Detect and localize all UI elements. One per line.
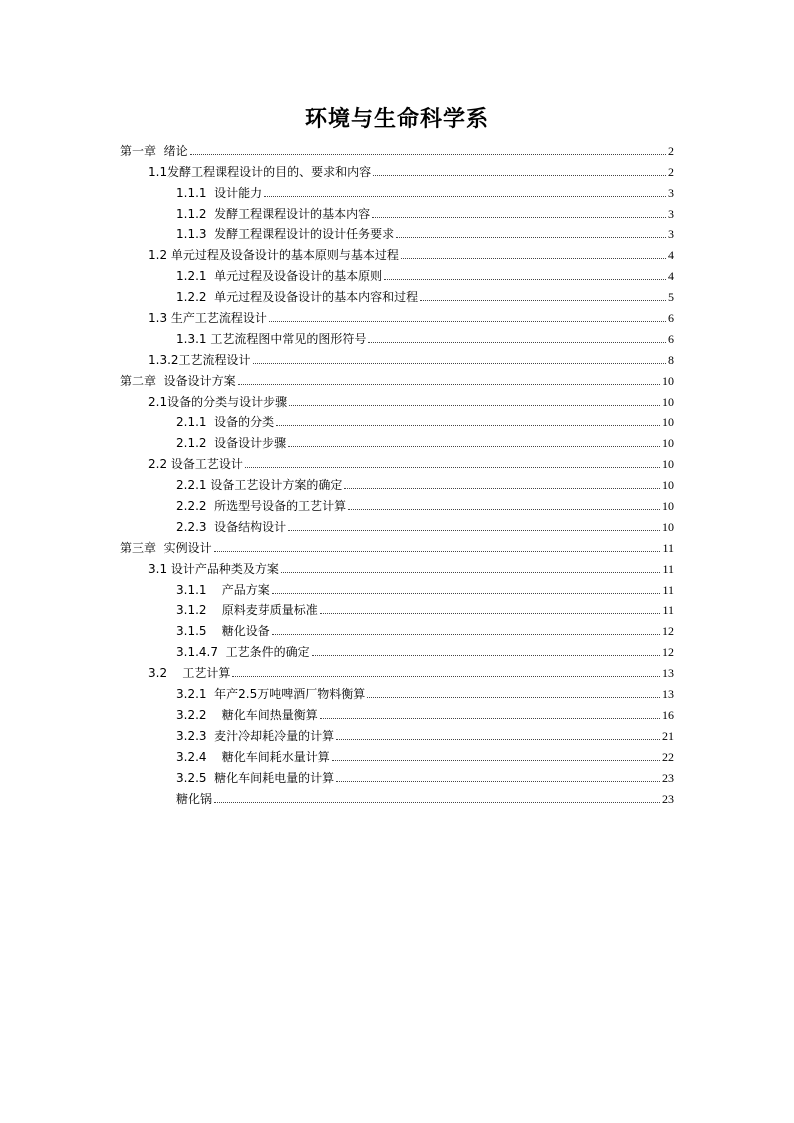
toc-dot-leader — [344, 488, 660, 489]
toc-entry[interactable] — [0, 182, 794, 203]
toc-entry-title: 2.2 设备工艺设计 — [148, 457, 243, 472]
toc-page-number: 6 — [668, 331, 674, 346]
toc-dot-leader — [372, 217, 666, 218]
toc-entry[interactable] — [0, 641, 794, 662]
toc-entry-title: 3.2.2 糖化车间热量衡算 — [176, 707, 318, 722]
toc-page-number: 12 — [662, 624, 674, 639]
toc-dot-leader — [420, 300, 666, 301]
toc-dot-leader — [272, 634, 660, 635]
toc-dot-leader — [253, 363, 666, 364]
toc-page-number: 10 — [662, 394, 674, 409]
toc-page-number: 21 — [662, 728, 674, 743]
toc-entry-title: 1.2.1 单元过程及设备设计的基本原则 — [176, 269, 383, 284]
toc-dot-leader — [264, 196, 666, 197]
toc-entry-title: 1.1.3 发酵工程课程设计的设计任务要求 — [176, 227, 395, 242]
toc-entry[interactable] — [0, 516, 794, 537]
toc-entry[interactable] — [0, 432, 794, 453]
toc-dot-leader — [332, 760, 660, 761]
toc-entry-title: 1.2.2 单元过程及设备设计的基本内容和过程 — [176, 290, 419, 305]
toc-page-number: 23 — [662, 770, 674, 785]
toc-entry-title: 第一章 绪论 — [120, 143, 188, 158]
toc-entry[interactable] — [0, 265, 794, 286]
toc-entry[interactable] — [0, 746, 794, 767]
toc-entry[interactable] — [0, 453, 794, 474]
toc-page-number: 2 — [668, 164, 674, 179]
toc-page-number: 4 — [668, 248, 674, 263]
toc-entry-title: 1.1发酵工程课程设计的目的、要求和内容 — [148, 164, 372, 179]
toc-page-number: 5 — [668, 290, 674, 305]
toc-entry-title: 2.2.3 设备结构设计 — [176, 519, 287, 534]
toc-entry-title: 1.1.1 设计能力 — [176, 185, 263, 200]
toc-entry-title: 1.3.1 工艺流程图中常见的图形符号 — [176, 331, 367, 346]
toc-entry[interactable] — [0, 558, 794, 579]
toc-entry-title: 3.1.5 糖化设备 — [176, 624, 270, 639]
toc-entry-title: 2.1.1 设备的分类 — [176, 415, 275, 430]
toc-entry-title: 2.2.2 所选型号设备的工艺计算 — [176, 499, 347, 514]
toc-entry[interactable] — [0, 704, 794, 725]
toc-page-number: 10 — [662, 499, 674, 514]
toc-entry-title: 3.1.1 产品方案 — [176, 582, 270, 597]
toc-dot-leader — [384, 279, 666, 280]
toc-entry-title: 1.1.2 发酵工程课程设计的基本内容 — [176, 206, 371, 221]
toc-entry-title: 2.2.1 设备工艺设计方案的确定 — [176, 478, 343, 493]
toc-dot-leader — [373, 175, 666, 176]
toc-dot-leader — [269, 321, 666, 322]
toc-dot-leader — [368, 342, 666, 343]
toc-page-number: 3 — [668, 206, 674, 221]
toc-entry-title: 糖化锅 — [176, 791, 213, 806]
toc-entry[interactable] — [0, 391, 794, 412]
toc-entry[interactable] — [0, 767, 794, 788]
toc-dot-leader — [320, 613, 661, 614]
toc-page-number: 10 — [662, 436, 674, 451]
toc-page-number: 10 — [662, 457, 674, 472]
toc-dot-leader — [214, 802, 660, 803]
toc-dot-leader — [276, 425, 660, 426]
toc-entry-title: 第三章 实例设计 — [120, 540, 212, 555]
toc-dot-leader — [367, 697, 660, 698]
toc-page-number: 11 — [662, 561, 674, 576]
toc-entry[interactable] — [0, 224, 794, 245]
toc-page-number: 4 — [668, 269, 674, 284]
toc-entry[interactable] — [0, 286, 794, 307]
toc-page-number: 23 — [662, 791, 674, 806]
toc-page-number: 16 — [662, 707, 674, 722]
toc-entry-title: 3.1.4.7 工艺条件的确定 — [176, 645, 310, 660]
toc-dot-leader — [401, 258, 666, 259]
toc-page-number: 10 — [662, 478, 674, 493]
toc-entry-title: 2.1设备的分类与设计步骤 — [148, 394, 288, 409]
toc-dot-leader — [336, 781, 660, 782]
toc-entry[interactable] — [0, 620, 794, 641]
toc-entry[interactable] — [0, 683, 794, 704]
toc-page-number: 2 — [668, 143, 674, 158]
toc-entry-title: 1.2 单元过程及设备设计的基本原则与基本过程 — [148, 248, 399, 263]
toc-dot-leader — [272, 593, 661, 594]
toc-page-number: 13 — [662, 666, 674, 681]
toc-entry[interactable] — [0, 579, 794, 600]
toc-page-number: 10 — [662, 519, 674, 534]
toc-dot-leader — [312, 655, 660, 656]
toc-dot-leader — [238, 384, 660, 385]
toc-entry-title: 3.1 设计产品种类及方案 — [148, 561, 279, 576]
toc-entry[interactable] — [0, 474, 794, 495]
toc-dot-leader — [190, 154, 666, 155]
toc-entry[interactable] — [0, 537, 794, 558]
toc-entry[interactable] — [0, 412, 794, 433]
toc-entry-title: 1.3 生产工艺流程设计 — [148, 311, 267, 326]
toc-entry[interactable] — [0, 788, 794, 809]
toc-entry[interactable] — [0, 725, 794, 746]
toc-dot-leader — [232, 676, 660, 677]
toc-entry[interactable] — [0, 161, 794, 182]
toc-entry[interactable] — [0, 495, 794, 516]
toc-page-number: 10 — [662, 415, 674, 430]
toc-entry[interactable] — [0, 307, 794, 328]
toc-entry[interactable] — [0, 349, 794, 370]
toc-dot-leader — [348, 509, 660, 510]
toc-page-number: 8 — [668, 352, 674, 367]
toc-page-number: 22 — [662, 749, 674, 764]
toc-page-number: 13 — [662, 687, 674, 702]
toc-entry-title: 1.3.2工艺流程设计 — [148, 352, 251, 367]
toc-entry[interactable] — [0, 600, 794, 621]
toc-page-number: 6 — [668, 311, 674, 326]
toc-entry[interactable] — [0, 244, 794, 265]
toc-dot-leader — [245, 467, 660, 468]
toc-page-number: 12 — [662, 645, 674, 660]
toc-dot-leader — [289, 405, 660, 406]
toc-entry-title: 3.2.1 年产2.5万吨啤酒厂物料衡算 — [176, 687, 366, 702]
toc-entry-title: 3.2.3 麦汁冷却耗冷量的计算 — [176, 728, 335, 743]
page-title: 环境与生命科学系 — [304, 106, 489, 132]
toc-entry-title: 3.1.2 原料麦芽质量标准 — [176, 603, 318, 618]
toc-page-number: 11 — [662, 603, 674, 618]
toc-dot-leader — [214, 551, 661, 552]
toc-entry-title: 2.1.2 设备设计步骤 — [176, 436, 287, 451]
toc-entry[interactable] — [0, 140, 794, 161]
toc-page-number: 11 — [662, 582, 674, 597]
table-of-contents — [0, 140, 794, 809]
toc-dot-leader — [396, 237, 666, 238]
toc-entry[interactable] — [0, 328, 794, 349]
toc-entry[interactable] — [0, 370, 794, 391]
toc-page-number: 10 — [662, 373, 674, 388]
toc-entry[interactable] — [0, 662, 794, 683]
toc-page-number: 3 — [668, 185, 674, 200]
toc-dot-leader — [320, 718, 660, 719]
toc-dot-leader — [288, 530, 660, 531]
toc-dot-leader — [336, 739, 660, 740]
toc-dot-leader — [281, 572, 661, 573]
toc-entry[interactable] — [0, 203, 794, 224]
toc-entry-title: 3.2.4 糖化车间耗水量计算 — [176, 749, 330, 764]
toc-entry-title: 3.2.5 糖化车间耗电量的计算 — [176, 770, 335, 785]
toc-entry-title: 第二章 设备设计方案 — [120, 373, 236, 388]
toc-dot-leader — [288, 446, 660, 447]
toc-page-number: 11 — [662, 540, 674, 555]
toc-entry-title: 3.2 工艺计算 — [148, 666, 231, 681]
toc-page-number: 3 — [668, 227, 674, 242]
